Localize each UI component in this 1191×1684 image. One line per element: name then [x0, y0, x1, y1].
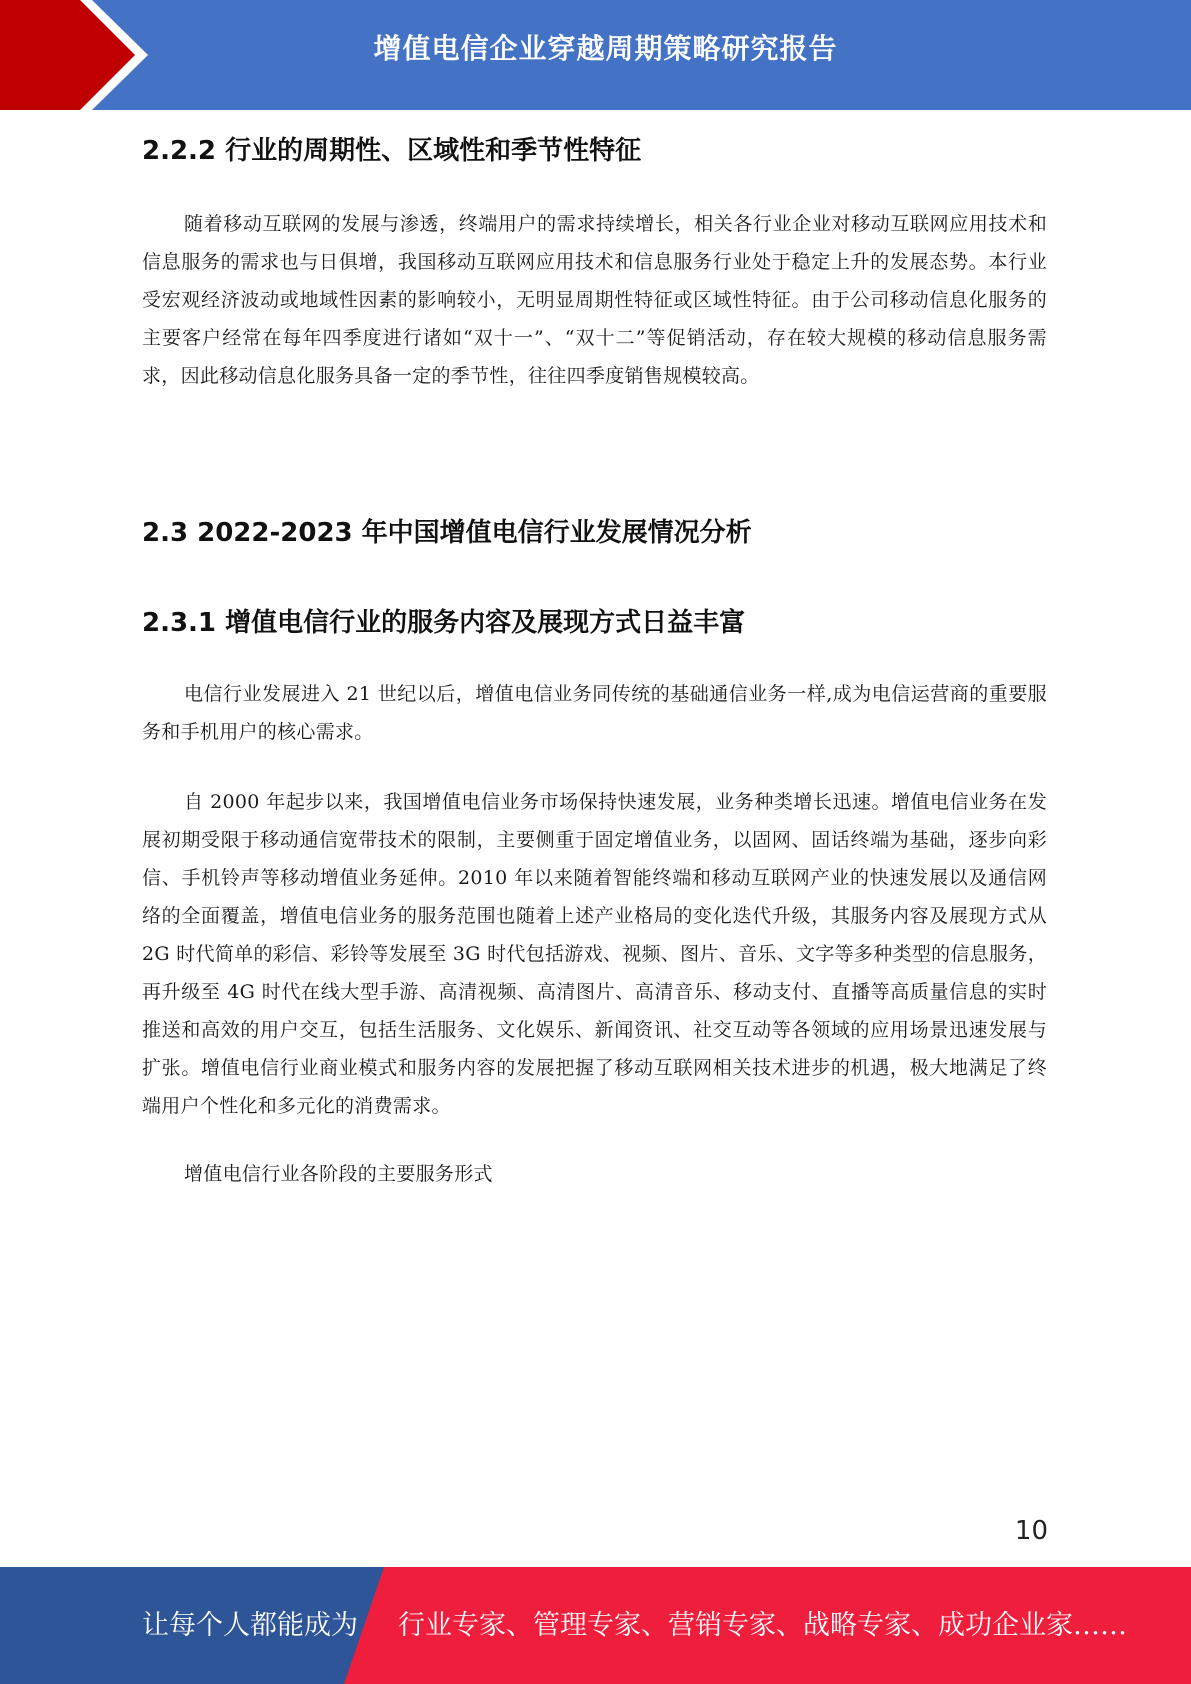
section-heading-2-2-2: 2.2.2 行业的周期性、区域性和季节性特征	[142, 136, 642, 166]
paragraph-service-forms-caption: 增值电信行业各阶段的主要服务形式	[184, 1163, 493, 1185]
footer-slogan-right: 行业专家、管理专家、营销专家、战略专家、成功企业家……	[398, 1610, 1127, 1641]
footer-slogan-left: 让每个人都能成为	[142, 1610, 358, 1641]
page-number: 10	[1014, 1516, 1048, 1546]
paragraph-21st-century: 电信行业发展进入 21 世纪以后，增值电信业务同传统的基础通信业务一样,成为电信运营商的重要服务和手机用户的核心需求。	[142, 683, 1047, 743]
section-heading-2-3: 2.3 2022-2023 年中国增值电信行业发展情况分析	[142, 518, 752, 548]
page-header	[0, 0, 1191, 110]
paragraph-since-2000: 自 2000 年起步以来，我国增值电信业务市场保持快速发展，业务种类增长迅速。增值电信业务在发展初期受限于移动通信宽带技术的限制，主要侧重于固定增值业务，以固网、固话终端为基础，逐步向彩信、手机铃声等移动增值业务延伸。2010 年以来随着智能终端和移动互联网产业的快速发展以及通信网络的全面覆盖，增值电信业务的服务范围也随着上述产业格局的变化迭代升级，其服务内容及展现方式从 2G 时代简单的彩信、彩铃等发展至 3G 时代包括游戏、视频、图片、音乐、文字等多种类型的信息服务，再升级至 4G 时代在线大型手游、高清视频、高清图片、高清音乐、移动支付、直播等高质量信息的实时推送和高效的用户交互，包括生活服务、文化娱乐、新闻资讯、社交互动等各领域的应用场景迅速发展与扩张。增值电信行业商业模式和服务内容的发展把握了移动互联网相关技术进步的机遇，极大地满足了终端用户个性化和多元化的消费需求。	[142, 791, 1047, 1117]
page-footer	[0, 1567, 1191, 1684]
report-title: 增值电信企业穿越周期策略研究报告	[373, 32, 838, 65]
section-heading-2-3-1: 2.3.1 增值电信行业的服务内容及展现方式日益丰富	[142, 608, 746, 638]
paragraph-seasonality: 随着移动互联网的发展与渗透，终端用户的需求持续增长，相关各行业企业对移动互联网应用技术和信息服务的需求也与日俱增，我国移动互联网应用技术和信息服务行业处于稳定上升的发展态势。本行业受宏观经济波动或地域性因素的影响较小，无明显周期性特征或区域性特征。由于公司移动信息化服务的主要客户经常在每年四季度进行诸如“双十一”、“双十二”等促销活动，存在较大规模的移动信息服务需求，因此移动信息化服务具备一定的季节性，往往四季度销售规模较高。	[142, 213, 1047, 387]
